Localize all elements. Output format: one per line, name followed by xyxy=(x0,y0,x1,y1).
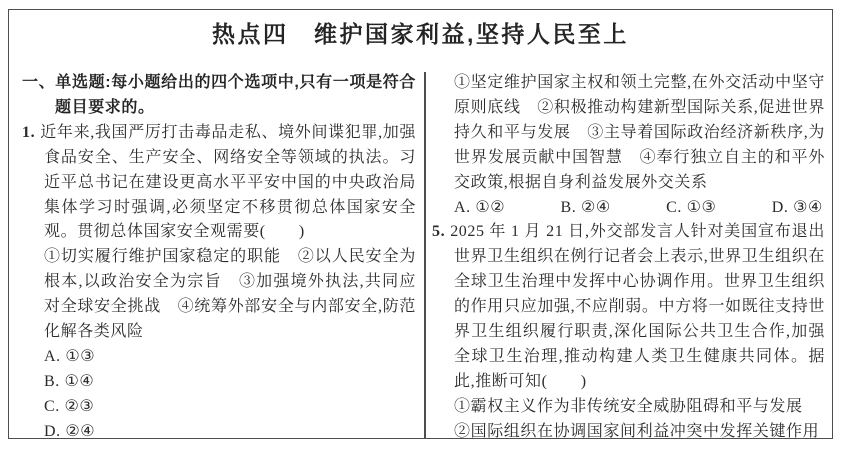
question-4-options xyxy=(432,196,825,221)
question-1-items: ①切实履行维护国家稳定的职能 ②以人民安全为根本,以政治安全为宗旨 ③加强境外执法,共同应对全球安全挑战 ④统筹外部安全与内部安全,防范化解各类风险 xyxy=(44,248,416,341)
question-4-items: ①坚定维护国家主权和领土完整,在外交活动中坚守原则底线 ②积极推动构建新型国际关系,促进世界持久和平与发展 ③主导着国际政治经济新秩序,为世界发展贡献中国智慧 ④奉行独立自主的和平外交政策,根据自身利益发展外交关系 xyxy=(454,74,825,191)
question-5-item-2: ②国际组织在协调国家间利益冲突中发挥关键作用 xyxy=(454,422,820,440)
right-column xyxy=(432,71,825,445)
question-5-number: 5. xyxy=(432,223,446,241)
question-1-number: 1. xyxy=(22,123,36,141)
question-5-stem: 2025 年 1 月 21 日,外交部发言人针对美国宣布退出世界卫生组织在例行记者会上表示,世界卫生组织在全球卫生治理中发挥中心协调作用。世界卫生组织的作用只应加强,不应削弱。中方将一如既往支持世界卫生组织履行职责,深化国际公共卫生合作,加强全球卫生治理,推动构建人类卫生健康共同体。据此,推断可知( ) xyxy=(450,223,825,390)
question-4-option-c: C. ①③ xyxy=(666,198,717,216)
question-1-option-c: C. ②③ xyxy=(44,397,95,415)
question-1-option-a: A. ①③ xyxy=(44,347,96,365)
column-divider xyxy=(424,72,426,439)
question-1-options xyxy=(22,345,416,445)
question-1-option-b: B. ①④ xyxy=(44,372,95,390)
left-column xyxy=(22,71,416,445)
question-1-stem: 近年来,我国严厉打击毒品走私、境外间谍犯罪,加强食品安全、生产安全、网络安全等领域的执法。习近平总书记在建设更高水平平安中国的中央政治局集体学习时强调,必须坚定不移贯彻总体国家安全观。贯彻总体国家安全观需要( ) xyxy=(40,123,416,241)
question-1 xyxy=(22,121,416,246)
question-4-option-b: B. ②④ xyxy=(560,198,611,216)
question-1-option-d: D. ②④ xyxy=(44,422,96,440)
question-4-option-a: A. ①② xyxy=(454,198,506,216)
question-5 xyxy=(432,220,825,394)
question-5-item-1: ①霸权主义作为非传统安全威胁阻碍和平与发展 xyxy=(454,397,803,415)
section-heading: 一、单选题:每小题给出的四个选项中,只有一项是符合题目要求的。 xyxy=(22,74,416,116)
page-title: 热点四 维护国家利益,坚持人民至上 xyxy=(212,21,629,47)
question-4-option-d: D. ③④ xyxy=(771,198,823,216)
